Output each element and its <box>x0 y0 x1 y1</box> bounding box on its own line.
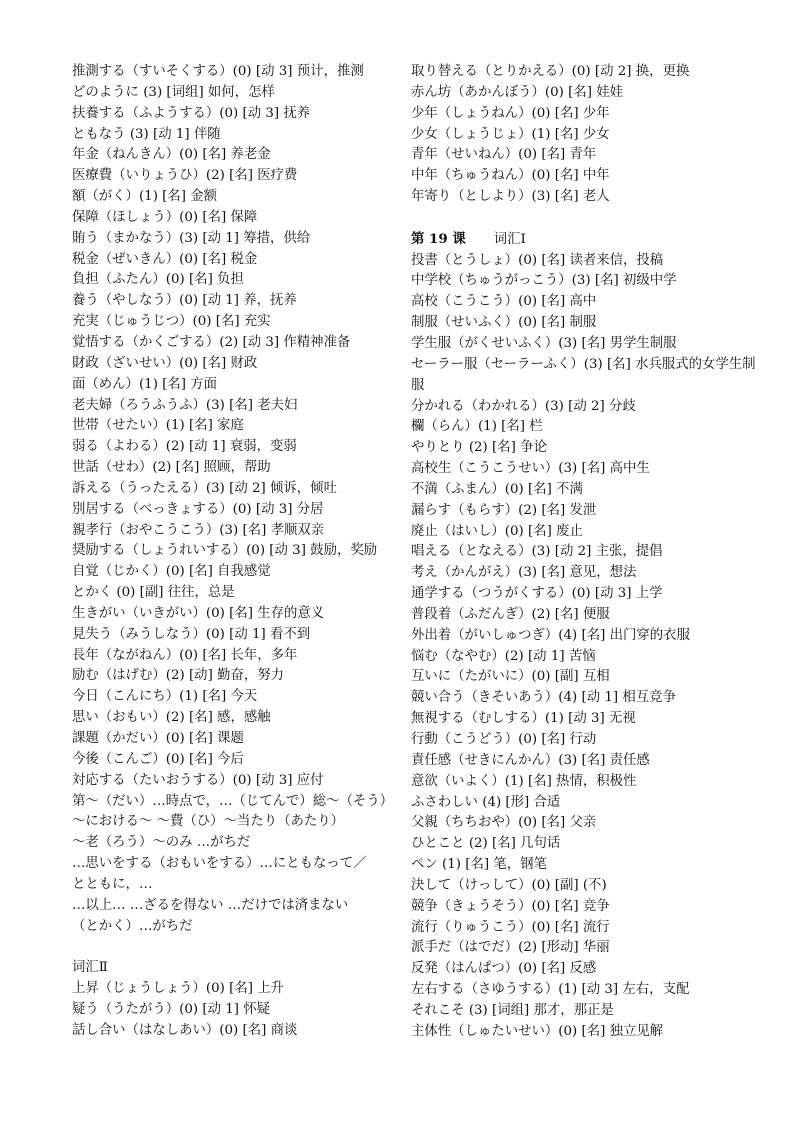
vocab-entry: それこそ (3) [词组] 那才，那正是 <box>411 1002 614 1018</box>
vocab-entry: 通学する（つうがくする）(0) [动 3] 上学 <box>411 586 663 602</box>
blank-line <box>411 208 761 229</box>
vocab-entry: （とかく）…がちだ <box>72 918 193 934</box>
vocab-entry: 唱える（となえる）(3) [动 2] 主张，提倡 <box>411 544 663 560</box>
vocab-entry: 見失う（みうしなう）(0) [动 1] 看不到 <box>72 626 311 642</box>
vocab-entry: 取り替える（とりかえる）(0) [动 2] 换，更换 <box>411 64 690 79</box>
vocab-entry: 分かれる（わかれる）(3) [动 2] 分歧 <box>411 398 636 414</box>
vocab-entry: 外出着（がいしゅつぎ）(4) [名] 出门穿的衣服 <box>411 627 690 643</box>
vocab-entry: 財政（ざいせい）(0) [名] 财政 <box>72 355 258 371</box>
lesson-number: 第 19 课 <box>411 230 466 247</box>
vocab-entry: 決して（けっして）(0) [副] (不) <box>411 877 607 893</box>
vocab-entry: 賄う（まかなう）(3) [动 1] 筹措，供给 <box>72 230 311 246</box>
vocab-entry: 別居する（べっきょする）(0) [动 3] 分居 <box>72 501 324 517</box>
vocab-entry: とかく (0) [副] 往往，总是 <box>72 585 235 601</box>
vocab-entry: 競い合う（きそいあう）(4) [动 1] 相互竞争 <box>411 690 676 706</box>
vocab-entry: 意欲（いよく）(1) [名] 热情，积极性 <box>411 773 637 789</box>
vocab-entry: ふさわしい (4) [形] 合适 <box>411 794 561 810</box>
vocab-entry: 流行（りゅうこう）(0) [名] 流行 <box>411 919 610 935</box>
vocab-entry: …以上… …ざるを得ない …だけでは済まない <box>72 897 349 913</box>
vocab-entry: ～における～ ～費（ひ）～当たり（あたり） <box>72 814 345 830</box>
vocab-entry: 父親（ちちおや）(0) [名] 父亲 <box>411 815 597 831</box>
vocab-entry: 無視する（むしする）(1) [动 3] 无视 <box>411 711 636 727</box>
vocab-entry: 中学校（ちゅうがっこう）(3) [名] 初级中学 <box>411 273 677 289</box>
vocab-entry: 漏らす（もらす）(2) [名] 发泄 <box>411 502 597 518</box>
vocab-entry: 課題（かだい）(0) [名] 课题 <box>72 731 244 746</box>
vocab-entry: ～老（ろう）～のみ …がちだ <box>72 835 251 851</box>
vocab-entry: 派手だ（はでだ）(2) [形动] 华丽 <box>411 940 610 956</box>
vocab-entry: 中年（ちゅうねん）(0) [名] 中年 <box>411 168 610 184</box>
vocab-entry: 覚悟する（かくごする）(2) [动 3] 作精神准备 <box>72 334 351 350</box>
vocab-entry: 反発（はんぱつ）(0) [名] 反感 <box>411 961 597 977</box>
vocab-entry: 今日（こんにち）(1) [名] 今天 <box>72 689 258 705</box>
vocab-entry: 投書（とうしょ）(0) [名] 读者来信，投稿 <box>411 252 664 268</box>
vocab-entry: 不満（ふまん）(0) [名] 不满 <box>411 481 583 497</box>
vocab-entry: …思いをする（おもいをする）…にともなって／ <box>72 856 367 872</box>
vocab-entry: 世話（せわ）(2) [名] 照顾，帮助 <box>72 460 271 476</box>
vocab-entry: 行動（こうどう）(0) [名] 行动 <box>411 732 597 747</box>
vocab-entry: 今後（こんご）(0) [名] 今后 <box>72 751 244 767</box>
vocab-entry: 少年（しょうねん）(0) [名] 少年 <box>411 105 610 121</box>
vocab-entry: 生きがい（いきがい）(0) [名] 生存的意义 <box>72 605 325 621</box>
vocab-entry: 悩む（なやむ）(2) [动 1] 苦恼 <box>411 648 596 664</box>
vocab-entry: 長年（ながねん）(0) [名] 长年，多年 <box>72 647 298 663</box>
vocab-entry: 普段着（ふだんぎ）(2) [名] 便服 <box>411 606 610 622</box>
vocab-entry: 競争（きょうそう）(0) [名] 竞争 <box>411 898 610 914</box>
vocab-entry: 訴える（うったえる）(3) [动 2] 倾诉，倾吐 <box>72 480 337 496</box>
section-title: 词汇Ⅱ <box>72 960 108 976</box>
vocab-entry: 保障（ほしょう）(0) [名] 保障 <box>72 209 258 225</box>
vocab-entry: 思い（おもい）(2) [名] 感，感触 <box>72 710 271 726</box>
vocab-entry: 赤ん坊（あかんぼう）(0) [名] 娃娃 <box>411 84 624 100</box>
vocab-entry: セーラー服（セーラーふく）(3) [名] 水兵服式的女学生制服 <box>411 356 756 393</box>
vocab-entry: とともに，… <box>72 876 153 892</box>
vocab-entry: やりとり (2) [名] 争论 <box>411 440 547 456</box>
vocab-entry: 老夫婦（ろうふうふ）(3) [名] 老夫妇 <box>72 397 298 413</box>
vocab-entry: 青年（せいねん）(0) [名] 青年 <box>411 147 597 163</box>
vocab-entry: 学生服（がくせいふく）(3) [名] 男学生制服 <box>411 335 677 351</box>
vocab-entry: 税金（ぜいきん）(0) [名] 税金 <box>72 251 258 267</box>
vocab-entry: 養う（やしなう）(0) [动 1] 养，抚养 <box>72 293 297 309</box>
vocab-entry: 左右する（さゆうする）(1) [动 3] 左右，支配 <box>411 982 690 998</box>
vocab-entry: ペン (1) [名] 笔，钢笔 <box>411 857 547 873</box>
vocab-entry: 責任感（せきにんかん）(3) [名] 责任感 <box>411 752 650 768</box>
vocab-entry: 額（がく）(1) [名] 金额 <box>72 189 218 205</box>
vocab-entry: 奨励する（しょうれいする）(0) [动 3] 鼓励，奖励 <box>72 543 378 559</box>
vocab-entry: ひとこと (2) [名] 几句话 <box>411 836 561 852</box>
vocab-entry: 第～（だい）…時点で，…（じてんで）総～（そう） <box>72 793 394 809</box>
vocab-entry: 励む（はげむ）(2) [动] 勤奋，努力 <box>72 668 285 684</box>
blank-line <box>72 937 394 958</box>
vocab-entry: どのように (3) [词组] 如何，怎样 <box>72 84 275 100</box>
vocab-entry: 少女（しょうじょ）(1) [名] 少女 <box>411 126 610 142</box>
vocab-entry: 世帯（せたい）(1) [名] 家庭 <box>72 418 244 434</box>
vocab-entry: 互いに（たがいに）(0) [副] 互相 <box>411 669 610 685</box>
vocab-entry: 上昇（じょうしょう）(0) [名] 上升 <box>72 981 285 997</box>
vocab-entry: 弱る（よわる）(2) [动 1] 衰弱，变弱 <box>72 439 297 455</box>
vocab-entry: 推測する（すいそくする）(0) [动 3] 预计，推测 <box>72 64 364 79</box>
vocab-entry: 年寄り（としより）(3) [名] 老人 <box>411 189 610 205</box>
vocab-entry: 話し合い（はなしあい）(0) [名] 商谈 <box>72 1022 298 1038</box>
vocab-entry: 充実（じゅうじつ）(0) [名] 充实 <box>72 314 271 330</box>
vocab-entry: ともなう (3) [动 1] 伴随 <box>72 126 221 142</box>
vocab-entry: 医療費（いりょうひ）(2) [名] 医疗费 <box>72 168 298 184</box>
right-column <box>411 62 761 1043</box>
vocab-entry: 考え（かんがえ）(3) [名] 意见，想法 <box>411 565 637 581</box>
vocab-entry: 対応する（たいおうする）(0) [动 3] 应付 <box>72 772 324 788</box>
vocab-entry: 欄（らん）(1) [名] 栏 <box>411 419 543 435</box>
vocab-entry: 主体性（しゅたいせい）(0) [名] 独立见解 <box>411 1023 664 1039</box>
lesson-heading <box>411 229 761 251</box>
vocab-entry: 廃止（はいし）(0) [名] 废止 <box>411 523 583 539</box>
vocab-entry: 面（めん）(1) [名] 方面 <box>72 376 218 392</box>
section-title: 词汇Ⅰ <box>493 231 526 247</box>
vocab-entry: 制服（せいふく）(0) [名] 制服 <box>411 315 597 331</box>
vocab-entry: 年金（ねんきん）(0) [名] 养老金 <box>72 147 271 163</box>
vocab-entry: 高校（こうこう）(0) [名] 高中 <box>411 294 597 310</box>
left-column <box>72 62 394 1042</box>
vocab-entry: 疑う（うたがう）(0) [动 1] 怀疑 <box>72 1001 271 1017</box>
vocab-entry: 自覚（じかく）(0) [名] 自我感觉 <box>72 564 271 580</box>
vocab-entry: 親孝行（おやこうこう）(3) [名] 孝顺双亲 <box>72 522 325 538</box>
vocab-entry: 負担（ふたん）(0) [名] 负担 <box>72 272 244 288</box>
vocab-entry: 扶養する（ふようする）(0) [动 3] 抚养 <box>72 105 311 121</box>
vocab-entry: 高校生（こうこうせい）(3) [名] 高中生 <box>411 461 650 477</box>
